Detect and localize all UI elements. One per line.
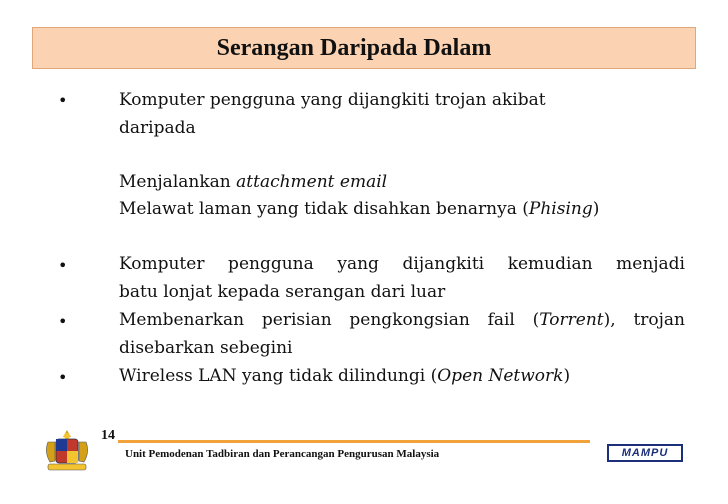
coat-of-arms-icon (40, 428, 94, 474)
bullet-3-marker: • (58, 312, 68, 331)
bullet-3-line-2: disebarkan sebegini (119, 338, 293, 358)
footer-organization: Unit Pemodenan Tadbiran dan Perancangan Pengurusan Malaysia (125, 448, 440, 460)
b4-text: Wireless LAN yang tidak dilindungi ( (119, 366, 438, 386)
sub-1-italic: attachment email (236, 172, 388, 192)
sub-1-text: Menjalankan (119, 172, 237, 192)
bullet-2-marker: • (58, 256, 68, 275)
b3-italic: Torrent (539, 310, 604, 330)
b3-text: Membenarkan perisian pengkongsian fail ( (119, 310, 540, 330)
logo-text: MAMPU (621, 447, 669, 459)
title-bar (32, 27, 696, 69)
bullet-2-line-2: batu lonjat kepada serangan dari luar (119, 282, 446, 302)
b4-suffix: ) (563, 366, 571, 386)
sub-2-suffix: ) (592, 199, 600, 219)
slide-title: Serangan Daripada Dalam (216, 34, 492, 61)
mampu-logo (607, 444, 683, 462)
bullet-3-line-1 (119, 309, 685, 331)
sub-2-italic: Phising (528, 199, 593, 219)
bullet-1-line-1: Komputer pengguna yang dijangkiti trojan akibat (119, 90, 546, 110)
bullet-4-marker: • (58, 368, 68, 387)
bullet-1-line-2: daripada (119, 118, 196, 138)
b3-suffix: ), trojan (603, 310, 685, 330)
page-number: 14 (101, 428, 115, 443)
bullet-1-sub-2 (119, 198, 599, 220)
footer-divider (118, 440, 590, 443)
bullet-2-line-1: Komputer pengguna yang dijangkiti kemudian menjadi (119, 254, 685, 274)
b4-italic: Open Network (437, 366, 564, 386)
bullet-4-line-1 (119, 365, 570, 387)
bullet-1-marker: • (58, 91, 68, 110)
sub-2-text: Melawat laman yang tidak disahkan benarnya ( (119, 199, 529, 219)
bullet-1-sub-1 (119, 171, 387, 193)
